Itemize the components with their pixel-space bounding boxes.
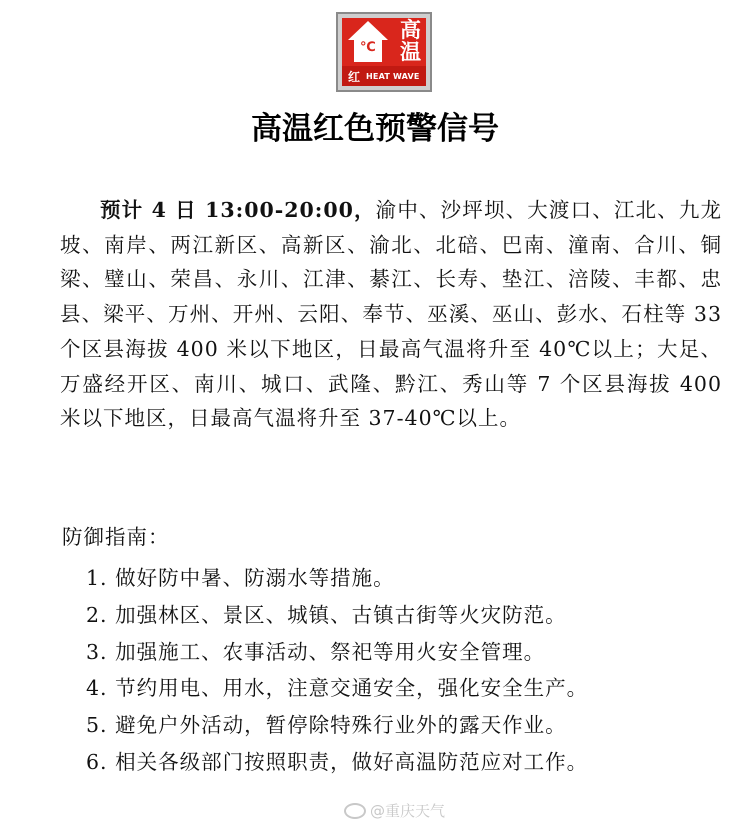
badge-level: 红 (348, 69, 361, 84)
forecast-lead: 预计 4 日 13:00-20:00， (100, 198, 376, 222)
guide-item: 2. 加强林区、景区、城镇、古镇古街等火灾防范。 (86, 602, 567, 627)
forecast-text: 渝中、沙坪坝、大渡口、江北、九龙坡、南岸、两江新区、高新区、渝北、北碚、巴南、潼南、合川、铜梁、璧山、荣昌、永川、江津、綦江、长寿、垫江、涪陵、丰都、忠县、梁平、万州、开州、云阳、奉节、巫溪、巫山、彭水、石柱等 33 个区县海拔 400 米以下地区，日最高气温将升至 40℃以上；大足、万盛经开区、南川、城口、武隆、黔江、秀山等 7 个区县海拔 400 米以下地区，日最高气温将升至 37-40℃以上。 (60, 198, 722, 431)
watermark (344, 800, 445, 821)
badge-char-top: 高 (400, 18, 421, 42)
guide-item: 5. 避免户外活动，暂停除特殊行业外的露天作业。 (86, 713, 567, 738)
badge-char-bottom: 温 (400, 40, 421, 64)
page-title: 高温红色预警信号 (251, 111, 499, 147)
guide-item: 3. 加强施工、农事活动、祭祀等用火安全管理。 (86, 639, 546, 664)
weibo-icon (344, 803, 366, 819)
badge-label: HEAT WAVE (366, 71, 420, 81)
badge-strip (342, 66, 426, 86)
guide-item: 1. 做好防中暑、防溺水等措施。 (86, 566, 395, 590)
forecast-paragraph (60, 193, 722, 436)
guide-list (86, 560, 588, 781)
guide-heading: 防御指南： (62, 525, 170, 549)
badge-red-panel (342, 18, 426, 86)
guide-item: 4. 节约用电、用水，注意交通安全，强化安全生产。 (86, 676, 589, 701)
celsius-symbol: ℃ (360, 40, 376, 55)
guide-item: 6. 相关各级部门按照职责，做好高温防范应对工作。 (86, 749, 589, 774)
heat-wave-badge (336, 12, 432, 92)
watermark-text: @重庆天气 (370, 802, 446, 820)
